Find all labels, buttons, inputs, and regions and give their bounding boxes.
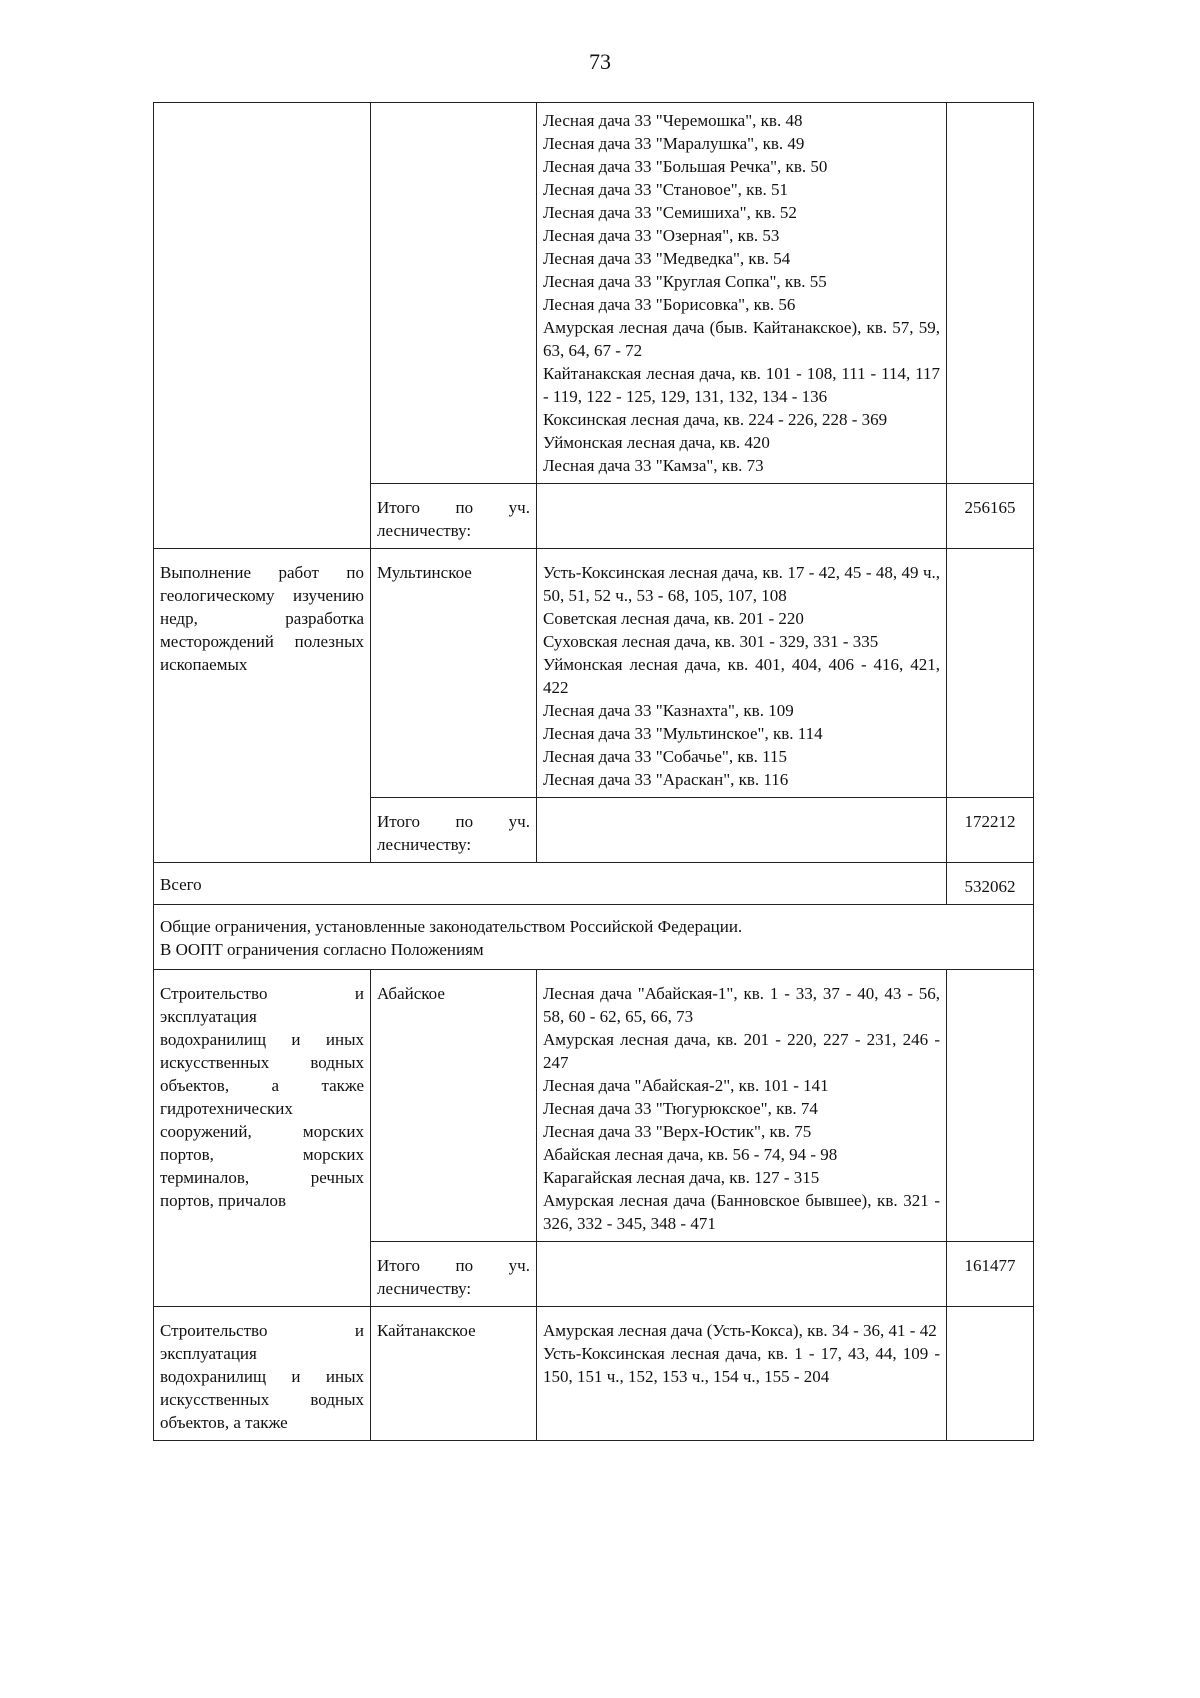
tract-item: Уймонская лесная дача, кв. 401, 404, 406 - 416, 421, 422: [543, 655, 940, 697]
subtotal-amount: 256165: [947, 484, 1034, 549]
tract-item: Лесная дача 33 "Большая Речка", кв. 50: [543, 157, 828, 176]
tract-item: Лесная дача 33 "Маралушка", кв. 49: [543, 134, 805, 153]
tract-item: Амурская лесная дача (быв. Кайтанакское), кв. 57, 59, 63, 64, 67 - 72: [543, 318, 940, 360]
tract-item: Кайтанакская лесная дача, кв. 101 - 108, 111 - 114, 117 - 119, 122 - 125, 129, 131, 132, 134 - 136: [543, 364, 940, 406]
forestry-cell: Кайтанакское: [371, 1307, 537, 1441]
tract-item: Карагайская лесная дача, кв. 127 - 315: [543, 1168, 820, 1187]
tract-item: Лесная дача 33 "Камза", кв. 73: [543, 456, 764, 475]
tract-item: Лесная дача "Абайская-2", кв. 101 - 141: [543, 1076, 829, 1095]
tract-item: Лесная дача 33 "Семишиха", кв. 52: [543, 203, 797, 222]
tract-item: Абайская лесная дача, кв. 56 - 74, 94 - 98: [543, 1145, 838, 1164]
tract-item: Амурская лесная дача (Банновское бывшее), кв. 321 - 326, 332 - 345, 348 - 471: [543, 1191, 940, 1233]
area-cell: [947, 1307, 1034, 1441]
forestry-cell: [371, 103, 537, 484]
tract-item: Усть-Коксинская лесная дача, кв. 1 - 17, 43, 44, 109 - 150, 151 ч., 152, 153 ч., 154 ч., 155 - 204: [543, 1344, 940, 1386]
forestry-cell: Мультинское: [371, 549, 537, 798]
tract-item: Усть-Коксинская лесная дача, кв. 17 - 42, 45 - 48, 49 ч., 50, 51, 52 ч., 53 - 68, 105, 107, 108: [543, 563, 940, 605]
table-row: [154, 549, 1034, 798]
tract-item: Лесная дача 33 "Озерная", кв. 53: [543, 226, 780, 245]
tracts-cell: [537, 103, 947, 484]
tract-item: Амурская лесная дача (Усть-Кокса), кв. 34 - 36, 41 - 42: [543, 1321, 937, 1340]
tracts-cell: [537, 1242, 947, 1307]
table-row: [154, 1307, 1034, 1441]
tract-item: Лесная дача 33 "Казнахта", кв. 109: [543, 701, 794, 720]
total-label: Всего: [154, 863, 947, 905]
tract-item: Лесная дача 33 "Круглая Сопка", кв. 55: [543, 272, 827, 291]
note-row: [154, 905, 1034, 970]
total-amount: 532062: [947, 863, 1034, 905]
tract-item: Лесная дача "Абайская-1", кв. 1 - 33, 37 - 40, 43 - 56, 58, 60 - 62, 65, 66, 73: [543, 984, 940, 1026]
tracts-cell: [537, 484, 947, 549]
tract-item: Лесная дача 33 "Борисовка", кв. 56: [543, 295, 796, 314]
subtotal-label: Итого по уч. лесничеству:: [371, 484, 537, 549]
area-cell: [947, 103, 1034, 484]
tract-item: Лесная дача 33 "Черемошка", кв. 48: [543, 111, 803, 130]
tracts-cell: [537, 970, 947, 1242]
tract-item: Советская лесная дача, кв. 201 - 220: [543, 609, 804, 628]
tract-item: Уймонская лесная дача, кв. 420: [543, 433, 770, 452]
activity-cell: Строительство и эксплуатация водохранилищ и иных искусственных водных объектов, а также: [154, 1307, 371, 1441]
activity-cell: [154, 103, 371, 549]
forestry-cell: Абайское: [371, 970, 537, 1242]
tract-item: Лесная дача 33 "Собачье", кв. 115: [543, 747, 787, 766]
area-cell: [947, 549, 1034, 798]
table-row: [154, 103, 1034, 484]
tract-item: Лесная дача 33 "Верх-Юстик", кв. 75: [543, 1122, 812, 1141]
tract-item: Лесная дача 33 "Мультинское", кв. 114: [543, 724, 823, 743]
tract-item: Лесная дача 33 "Тюгурюкское", кв. 74: [543, 1099, 818, 1118]
subtotal-amount: 161477: [947, 1242, 1034, 1307]
tract-item: Лесная дача 33 "Араскан", кв. 116: [543, 770, 789, 789]
restrictions-table: [153, 102, 1034, 1441]
page-number: 73: [589, 49, 611, 74]
activity-cell: Выполнение работ по геологическому изучению недр, разработка месторождений полезных ископаемых: [154, 549, 371, 863]
tract-item: Лесная дача 33 "Медведка", кв. 54: [543, 249, 791, 268]
tracts-cell: [537, 549, 947, 798]
tract-item: Коксинская лесная дача, кв. 224 - 226, 228 - 369: [543, 410, 888, 429]
tracts-cell: [537, 798, 947, 863]
tracts-cell: [537, 1307, 947, 1441]
note-cell: [154, 905, 1034, 970]
subtotal-amount: 172212: [947, 798, 1034, 863]
tract-item: Амурская лесная дача, кв. 201 - 220, 227 - 231, 246 - 247: [543, 1030, 940, 1072]
area-cell: [947, 970, 1034, 1242]
table-row: [154, 970, 1034, 1242]
tract-item: Лесная дача 33 "Становое", кв. 51: [543, 180, 788, 199]
subtotal-label: Итого по уч. лесничеству:: [371, 1242, 537, 1307]
note-line: Общие ограничения, установленные законодательством Российской Федерации.: [160, 917, 743, 936]
activity-cell: Строительство и эксплуатация водохранилищ и иных искусственных водных объектов, а также гидротехнических сооружений, морских портов, морских терминалов, речных портов, причалов: [154, 970, 371, 1307]
note-line: В ООПТ ограничения согласно Положениям: [160, 940, 484, 959]
total-row: [154, 863, 1034, 905]
tract-item: Суховская лесная дача, кв. 301 - 329, 331 - 335: [543, 632, 879, 651]
subtotal-label: Итого по уч. лесничеству:: [371, 798, 537, 863]
